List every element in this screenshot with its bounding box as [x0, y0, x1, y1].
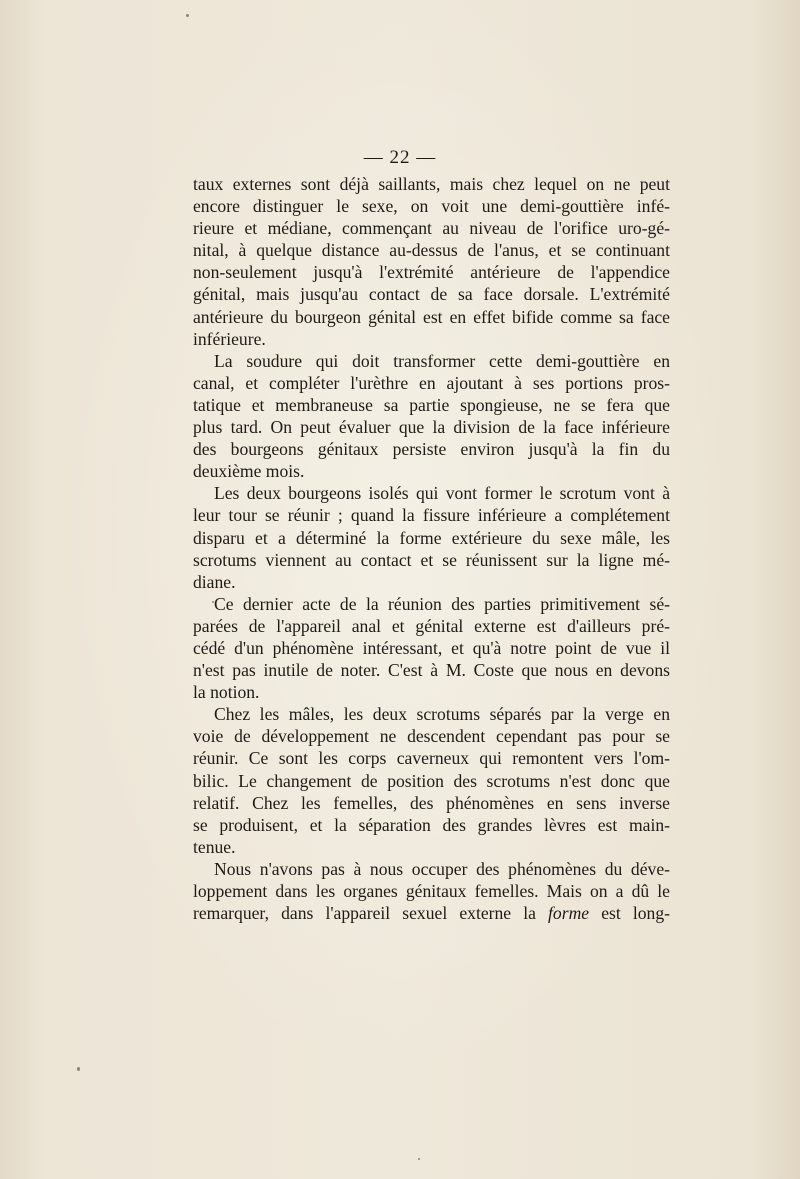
text-line: relatif. Chez les femelles, des phénomènes en sens inverse	[193, 792, 670, 813]
text-fragment: est long-	[589, 903, 671, 924]
text-line: loppement dans les organes génitaux femelles. Mais on a dû le	[193, 881, 670, 901]
text-line: canal, et compléter l'urèthre en ajoutant à ses portions pros-	[193, 372, 670, 393]
italic-word: forme	[548, 903, 590, 924]
text-line: des bourgeons génitaux persiste environ jusqu'à la fin du	[193, 439, 670, 460]
text-line: leur tour se réunir ; quand la fissure inférieure a complétement	[193, 505, 670, 526]
text-line: deuxième mois.	[193, 461, 305, 482]
text-line: parées de l'appareil anal et génital externe est d'ailleurs pré-	[193, 615, 670, 636]
text-line: taux externes sont déjà saillants, mais chez lequel on ne peut	[193, 174, 670, 194]
text-line: scrotums viennent au contact et se réunissent sur la ligne mé-	[193, 549, 670, 570]
paper-speck	[418, 1158, 420, 1160]
text-line: diane.	[193, 571, 236, 592]
text-line: Nous n'avons pas à nous occuper des phénomènes du déve-	[214, 858, 670, 879]
paper-speck	[212, 601, 214, 603]
text-line: bilic. Le changement de position des scrotums n'est donc que	[193, 770, 670, 791]
text-line: rieure et médiane, commençant au niveau de l'orifice uro-gé-	[193, 218, 670, 239]
paragraph-4	[193, 593, 670, 703]
text-line	[193, 902, 670, 924]
text-line: plus tard. On peut évaluer que la division de la face inférieure	[193, 417, 670, 438]
text-line: disparu et a déterminé la forme extérieure du sexe mâle, les	[193, 527, 670, 548]
text-line: la notion.	[193, 682, 260, 703]
paragraph-1	[193, 173, 670, 350]
paper-speck	[186, 14, 189, 17]
text-line: se produisent, et la séparation des grandes lèvres est main-	[193, 814, 670, 835]
paragraph-2	[193, 350, 670, 483]
text-line: n'est pas inutile de noter. C'est à M. Coste que nous en devons	[193, 660, 670, 681]
paragraph-5	[193, 703, 670, 858]
text-line: Ce dernier acte de la réunion des parties primitivement sé-	[214, 593, 670, 614]
text-line: voie de développement ne descendent cependant pas pour se	[193, 726, 670, 747]
text-line: encore distinguer le sexe, on voit une demi-gouttière infé-	[193, 196, 670, 217]
text-line: inférieure.	[193, 328, 266, 349]
text-line: Chez les mâles, les deux scrotums séparés par la verge en	[214, 704, 670, 725]
text-line: réunir. Ce sont les corps caverneux qui remontent vers l'om-	[193, 748, 670, 769]
text-line: Les deux bourgeons isolés qui vont former le scrotum vont à	[214, 483, 670, 504]
text-line: nital, à quelque distance au-dessus de l'anus, et se continuant	[193, 240, 670, 261]
body-text	[193, 173, 670, 924]
text-line: tatique et membraneuse sa partie spongieuse, ne se fera que	[193, 394, 670, 415]
text-line: antérieure du bourgeon génital est en effet bifide comme sa face	[193, 306, 670, 327]
text-line: La soudure qui doit transformer cette demi-gouttière en	[214, 350, 670, 371]
text-line: non-seulement jusqu'à l'extrémité antérieure de l'appendice	[193, 262, 670, 283]
page-number: — 22 —	[363, 147, 437, 168]
text-line: cédé d'un phénomène intéressant, et qu'à notre point de vue il	[193, 637, 670, 658]
paper-speck	[77, 1067, 80, 1071]
paragraph-6	[193, 858, 670, 924]
text-fragment: remarquer, dans l'appareil sexuel externe la	[193, 903, 536, 924]
text-line: génital, mais jusqu'au contact de sa face dorsale. L'extrémité	[193, 284, 670, 305]
text-line: tenue.	[193, 836, 236, 857]
paragraph-3	[193, 482, 670, 592]
